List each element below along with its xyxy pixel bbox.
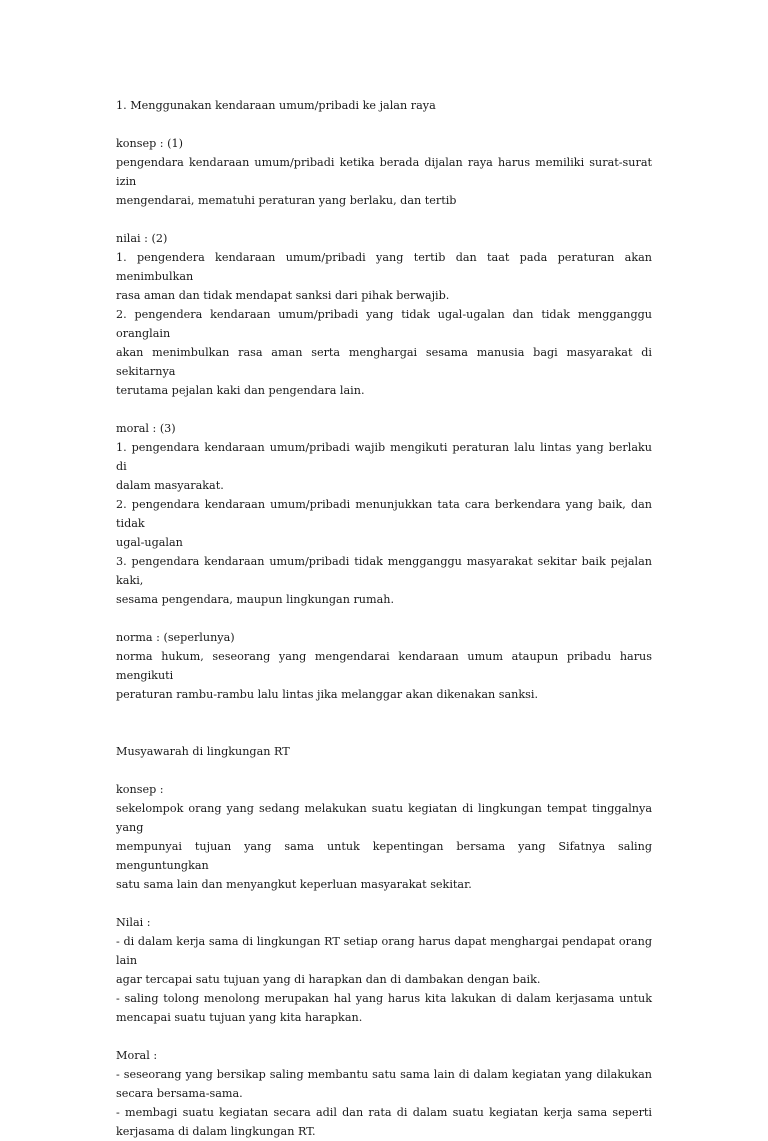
paragraph-line: pengendara kendaraan umum/pribadi ketika berada dijalan raya harus memiliki surat-surat izin	[116, 156, 652, 188]
nilai-heading: Nilai :	[116, 916, 151, 929]
paragraph-line: - seseorang yang bersikap saling membantu satu sama lain di dalam kegiatan yang dilakukan	[116, 1068, 652, 1081]
paragraph-line: - saling tolong menolong merupakan hal yang harus kita lakukan di dalam kerjasama untuk	[116, 992, 652, 1005]
paragraph-line: kerjasama di dalam lingkungan RT.	[116, 1125, 316, 1138]
paragraph-line: sesama pengendara, maupun lingkungan rumah.	[116, 593, 395, 606]
paragraph-line: mengendarai, mematuhi peraturan yang berlaku, dan tertib	[116, 194, 457, 207]
moral-heading: Moral :	[116, 1049, 158, 1062]
paragraph-line: 1. pengendara kendaraan umum/pribadi wajib mengikuti peraturan lalu lintas yang berlaku di	[116, 441, 652, 473]
paragraph-line: mempunyai tujuan yang sama untuk kepentingan bersama yang Sifatnya saling menguntungkan	[116, 840, 652, 872]
paragraph-line: sekelompok orang yang sedang melakukan suatu kegiatan di lingkungan tempat tinggalnya yang	[116, 802, 652, 834]
paragraph-line: satu sama lain dan menyangkut keperluan masyarakat sekitar.	[116, 878, 472, 891]
paragraph-line: secara bersama-sama.	[116, 1087, 243, 1100]
paragraph-line: - di dalam kerja sama di lingkungan RT setiap orang harus dapat menghargai pendapat orang lain	[116, 935, 652, 967]
moral-heading: moral : (3)	[116, 422, 176, 435]
section-title: 1. Menggunakan kendaraan umum/pribadi ke jalan raya	[116, 99, 436, 112]
paragraph-line: norma hukum, seseorang yang mengendarai kendaraan umum ataupun pribadu harus mengikuti	[116, 650, 652, 682]
norma-heading: norma : (seperlunya)	[116, 631, 235, 644]
paragraph-line: 1. pengendera kendaraan umum/pribadi yang tertib dan taat pada peraturan akan menimbulkan	[116, 251, 652, 283]
paragraph-line: ugal-ugalan	[116, 536, 183, 549]
section-title: Musyawarah di lingkungan RT	[116, 745, 290, 758]
konsep-heading: konsep : (1)	[116, 137, 183, 150]
nilai-heading: nilai : (2)	[116, 232, 168, 245]
paragraph-line: agar tercapai satu tujuan yang di harapkan dan di dambakan dengan baik.	[116, 973, 541, 986]
paragraph-line: 2. pengendara kendaraan umum/pribadi menunjukkan tata cara berkendara yang baik, dan tidak	[116, 498, 652, 530]
paragraph-line: rasa aman dan tidak mendapat sanksi dari pihak berwajib.	[116, 289, 450, 302]
paragraph-line: mencapai suatu tujuan yang kita harapkan.	[116, 1011, 363, 1024]
paragraph-line: 3. pengendara kendaraan umum/pribadi tidak mengganggu masyarakat sekitar baik pejalan kaki,	[116, 555, 652, 587]
paragraph-line: peraturan rambu-rambu lalu lintas jika melanggar akan dikenakan sanksi.	[116, 688, 539, 701]
paragraph-line: akan menimbulkan rasa aman serta menghargai sesama manusia bagi masyarakat di sekitarnya	[116, 346, 652, 378]
paragraph-line: dalam masyarakat.	[116, 479, 224, 492]
paragraph-line: 2. pengendera kendaraan umum/pribadi yang tidak ugal-ugalan dan tidak mengganggu oranglain	[116, 308, 652, 340]
konsep-heading: konsep :	[116, 783, 164, 796]
paragraph-line: - membagi suatu kegiatan secara adil dan rata di dalam suatu kegiatan kerja sama seperti	[116, 1106, 652, 1119]
paragraph-line: terutama pejalan kaki dan pengendara lain.	[116, 384, 365, 397]
